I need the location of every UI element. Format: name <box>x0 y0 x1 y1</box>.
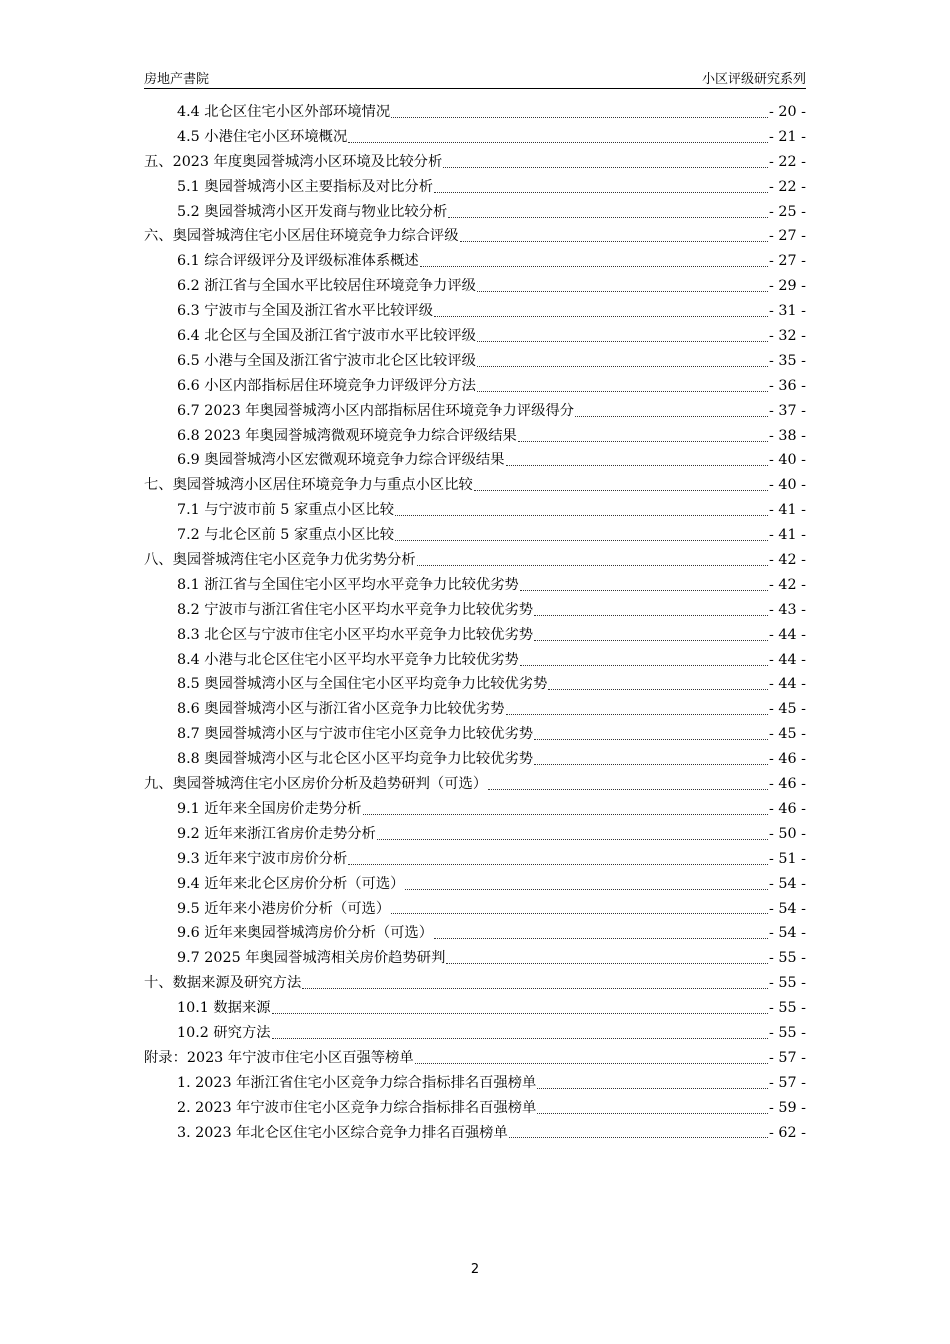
toc-entry[interactable] <box>144 697 806 722</box>
toc-dot-leader <box>434 316 768 317</box>
toc-entry-title: 10.2 研究方法 <box>177 1024 271 1041</box>
header-series-title: 小区评级研究系列 <box>701 72 806 87</box>
toc-entry[interactable] <box>144 274 806 299</box>
toc-dot-leader <box>534 640 768 641</box>
toc-dot-leader <box>272 1038 768 1039</box>
toc-entry-title: 9.3 近年来宁波市房价分析 <box>177 850 348 867</box>
toc-entry-page: - 54 - <box>769 925 806 942</box>
toc-entry[interactable] <box>144 324 806 349</box>
toc-entry-page: - 46 - <box>769 776 806 793</box>
toc-entry-page: - 45 - <box>769 701 806 718</box>
toc-entry[interactable] <box>144 946 806 971</box>
toc-entry-title: 2. 2023 年宁波市住宅小区竞争力综合指标排名百强榜单 <box>177 1099 537 1116</box>
toc-entry-page: - 46 - <box>769 751 806 768</box>
toc-dot-leader <box>446 963 768 964</box>
toc-dot-leader <box>460 241 769 242</box>
toc-dot-leader <box>391 117 768 118</box>
toc-entry-page: - 40 - <box>769 452 806 469</box>
toc-dot-leader <box>474 490 768 491</box>
toc-entry-page: - 44 - <box>769 626 806 643</box>
toc-entry-title: 9.4 近年来北仑区房价分析（可选） <box>177 875 405 892</box>
toc-dot-leader <box>348 142 768 143</box>
toc-dot-leader <box>395 515 768 516</box>
toc-entry-title: 6.8 2023 年奥园誉城湾微观环境竞争力综合评级结果 <box>177 427 517 444</box>
toc-entry-page: - 42 - <box>769 552 806 569</box>
toc-entry[interactable] <box>144 349 806 374</box>
toc-entry[interactable] <box>144 722 806 747</box>
toc-entry[interactable] <box>144 473 806 498</box>
toc-entry[interactable] <box>144 847 806 872</box>
toc-entry-title: 十、数据来源及研究方法 <box>144 975 302 992</box>
table-of-contents <box>144 100 806 1145</box>
toc-entry-page: - 22 - <box>769 178 806 195</box>
toc-dot-leader <box>477 366 768 367</box>
toc-entry-title: 8.7 奥园誉城湾小区与宁波市住宅小区竞争力比较优劣势 <box>177 726 534 743</box>
toc-entry-title: 8.4 小港与北仑区住宅小区平均水平竞争力比较优劣势 <box>177 651 519 668</box>
toc-entry[interactable] <box>144 672 806 697</box>
toc-entry-page: - 32 - <box>769 328 806 345</box>
toc-entry-page: - 59 - <box>769 1099 806 1116</box>
toc-entry[interactable] <box>144 648 806 673</box>
toc-dot-leader <box>506 714 769 715</box>
toc-entry-page: - 41 - <box>769 527 806 544</box>
toc-entry[interactable] <box>144 175 806 200</box>
toc-entry-title: 9.7 2025 年奥园誉城湾相关房价趋势研判 <box>177 950 446 967</box>
toc-entry-title: 6.4 北仑区与全国及浙江省宁波市水平比较评级 <box>177 328 476 345</box>
toc-entry-page: - 35 - <box>769 352 806 369</box>
toc-dot-leader <box>506 465 769 466</box>
toc-dot-leader <box>518 441 768 442</box>
toc-entry-page: - 41 - <box>769 502 806 519</box>
toc-entry-page: - 54 - <box>769 875 806 892</box>
toc-entry[interactable] <box>144 1071 806 1096</box>
toc-entry-title: 六、奥园誉城湾住宅小区居住环境竞争力综合评级 <box>144 228 459 245</box>
toc-entry[interactable] <box>144 623 806 648</box>
toc-dot-leader <box>415 1063 768 1064</box>
toc-entry-page: - 46 - <box>769 800 806 817</box>
toc-entry[interactable] <box>144 125 806 150</box>
toc-entry[interactable] <box>144 996 806 1021</box>
toc-entry-page: - 57 - <box>769 1049 806 1066</box>
toc-entry[interactable] <box>144 971 806 996</box>
toc-entry-title: 6.3 宁波市与全国及浙江省水平比较评级 <box>177 303 434 320</box>
toc-entry[interactable] <box>144 573 806 598</box>
toc-entry-title: 6.5 小港与全国及浙江省宁波市北仑区比较评级 <box>177 352 476 369</box>
toc-entry[interactable] <box>144 772 806 797</box>
toc-entry[interactable] <box>144 598 806 623</box>
toc-entry-page: - 62 - <box>769 1124 806 1141</box>
toc-entry-title: 6.1 综合评级评分及评级标准体系概述 <box>177 253 419 270</box>
toc-entry-page: - 40 - <box>769 477 806 494</box>
toc-entry-page: - 55 - <box>769 950 806 967</box>
toc-entry-page: - 43 - <box>769 601 806 618</box>
toc-entry-page: - 45 - <box>769 726 806 743</box>
toc-entry[interactable] <box>144 374 806 399</box>
toc-entry-title: 8.2 宁波市与浙江省住宅小区平均水平竞争力比较优劣势 <box>177 601 534 618</box>
toc-entry-title: 7.2 与北仑区前 5 家重点小区比较 <box>177 527 395 544</box>
page-number: 2 <box>470 1262 480 1277</box>
header-publisher: 房地产書院 <box>144 72 210 87</box>
toc-dot-leader <box>391 913 768 914</box>
toc-entry-page: - 36 - <box>769 377 806 394</box>
toc-entry-title: 九、奥园誉城湾住宅小区房价分析及趋势研判（可选） <box>144 776 488 793</box>
page-header <box>144 68 806 88</box>
toc-entry-title: 6.2 浙江省与全国水平比较居住环境竞争力评级 <box>177 278 476 295</box>
toc-entry-title: 9.6 近年来奥园誉城湾房价分析（可选） <box>177 925 434 942</box>
toc-entry-page: - 54 - <box>769 900 806 917</box>
toc-entry[interactable] <box>144 1046 806 1071</box>
toc-entry[interactable] <box>144 747 806 772</box>
toc-entry-title: 8.8 奥园誉城湾小区与北仑区小区平均竞争力比较优劣势 <box>177 751 534 768</box>
toc-entry-title: 附录：2023 年宁波市住宅小区百强等榜单 <box>144 1049 414 1066</box>
toc-entry[interactable] <box>144 921 806 946</box>
toc-dot-leader <box>477 341 768 342</box>
toc-entry[interactable] <box>144 1021 806 1046</box>
toc-entry-page: - 44 - <box>769 676 806 693</box>
toc-entry[interactable] <box>144 548 806 573</box>
toc-dot-leader <box>377 839 768 840</box>
toc-entry[interactable] <box>144 523 806 548</box>
toc-entry-title: 10.1 数据来源 <box>177 1000 271 1017</box>
toc-entry[interactable] <box>144 822 806 847</box>
toc-entry-title: 8.5 奥园誉城湾小区与全国住宅小区平均竞争力比较优劣势 <box>177 676 548 693</box>
toc-dot-leader <box>477 291 768 292</box>
toc-entry-title: 7.1 与宁波市前 5 家重点小区比较 <box>177 502 395 519</box>
toc-entry-title: 9.5 近年来小港房价分析（可选） <box>177 900 391 917</box>
toc-dot-leader <box>434 192 768 193</box>
toc-entry[interactable] <box>144 424 806 449</box>
toc-dot-leader <box>420 266 768 267</box>
toc-dot-leader <box>405 889 768 890</box>
toc-entry[interactable] <box>144 797 806 822</box>
toc-entry-page: - 37 - <box>769 402 806 419</box>
toc-entry[interactable] <box>144 299 806 324</box>
toc-entry-title: 5.2 奥园誉城湾小区开发商与物业比较分析 <box>177 203 448 220</box>
toc-entry-page: - 22 - <box>769 153 806 170</box>
toc-entry-title: 8.1 浙江省与全国住宅小区平均水平竞争力比较优劣势 <box>177 576 519 593</box>
toc-entry-page: - 31 - <box>769 303 806 320</box>
toc-entry-title: 七、奥园誉城湾小区居住环境竞争力与重点小区比较 <box>144 477 473 494</box>
toc-entry-title: 八、奥园誉城湾住宅小区竞争力优劣势分析 <box>144 552 416 569</box>
toc-entry-title: 9.1 近年来全国房价走势分析 <box>177 800 362 817</box>
toc-dot-leader <box>520 590 768 591</box>
toc-dot-leader <box>534 764 768 765</box>
toc-dot-leader <box>534 615 768 616</box>
toc-dot-leader <box>348 864 768 865</box>
toc-entry-title: 9.2 近年来浙江省房价走势分析 <box>177 825 376 842</box>
toc-dot-leader <box>537 1088 768 1089</box>
toc-entry-title: 4.5 小港住宅小区环境概况 <box>177 128 348 145</box>
toc-entry-page: - 27 - <box>769 228 806 245</box>
toc-entry-title: 6.9 奥园誉城湾小区宏微观环境竞争力综合评级结果 <box>177 452 505 469</box>
toc-dot-leader <box>509 1137 768 1138</box>
toc-entry[interactable] <box>144 224 806 249</box>
toc-entry-title: 3. 2023 年北仑区住宅小区综合竞争力排名百强榜单 <box>177 1124 508 1141</box>
toc-dot-leader <box>302 988 768 989</box>
toc-entry[interactable] <box>144 249 806 274</box>
toc-dot-leader <box>395 540 768 541</box>
toc-entry-page: - 27 - <box>769 253 806 270</box>
toc-entry-page: - 55 - <box>769 975 806 992</box>
toc-dot-leader <box>520 665 768 666</box>
toc-dot-leader <box>534 739 768 740</box>
toc-entry[interactable] <box>144 498 806 523</box>
toc-entry-title: 8.6 奥园誉城湾小区与浙江省小区竞争力比较优劣势 <box>177 701 505 718</box>
toc-entry-page: - 38 - <box>769 427 806 444</box>
toc-entry-title: 五、2023 年度奥园誉城湾小区环境及比较分析 <box>144 153 443 170</box>
toc-entry-page: - 25 - <box>769 203 806 220</box>
toc-dot-leader <box>548 689 768 690</box>
toc-entry[interactable] <box>144 872 806 897</box>
toc-entry-page: - 20 - <box>769 104 806 120</box>
toc-entry-page: - 55 - <box>769 1000 806 1017</box>
toc-entry[interactable] <box>144 100 806 125</box>
toc-entry[interactable] <box>144 897 806 922</box>
toc-entry-page: - 50 - <box>769 825 806 842</box>
toc-entry-page: - 57 - <box>769 1074 806 1091</box>
toc-entry-title: 6.7 2023 年奥园誉城湾小区内部指标居住环境竞争力评级得分 <box>177 402 575 419</box>
toc-entry[interactable] <box>144 448 806 473</box>
toc-entry-page: - 29 - <box>769 278 806 295</box>
toc-entry[interactable] <box>144 200 806 225</box>
toc-dot-leader <box>537 1113 768 1114</box>
toc-entry-title: 1. 2023 年浙江省住宅小区竞争力综合指标排名百强榜单 <box>177 1074 537 1091</box>
toc-entry-title: 4.4 北仑区住宅小区外部环境情况 <box>177 104 391 120</box>
toc-entry[interactable] <box>144 399 806 424</box>
toc-dot-leader <box>272 1013 768 1014</box>
toc-dot-leader <box>575 416 768 417</box>
toc-entry[interactable] <box>144 1121 806 1146</box>
toc-entry[interactable] <box>144 1096 806 1121</box>
toc-entry-page: - 42 - <box>769 576 806 593</box>
header-divider <box>144 88 806 89</box>
toc-entry-title: 6.6 小区内部指标居住环境竞争力评级评分方法 <box>177 377 476 394</box>
toc-dot-leader <box>417 565 768 566</box>
toc-dot-leader <box>477 391 768 392</box>
toc-entry-page: - 55 - <box>769 1024 806 1041</box>
toc-dot-leader <box>443 167 768 168</box>
toc-dot-leader <box>448 217 768 218</box>
toc-entry-page: - 21 - <box>769 128 806 145</box>
toc-entry-title: 8.3 北仑区与宁波市住宅小区平均水平竞争力比较优劣势 <box>177 626 534 643</box>
toc-dot-leader <box>363 814 769 815</box>
toc-dot-leader <box>488 789 768 790</box>
toc-entry-page: - 44 - <box>769 651 806 668</box>
toc-dot-leader <box>434 938 768 939</box>
toc-entry-title: 5.1 奥园誉城湾小区主要指标及对比分析 <box>177 178 434 195</box>
toc-entry-page: - 51 - <box>769 850 806 867</box>
toc-entry[interactable] <box>144 150 806 175</box>
